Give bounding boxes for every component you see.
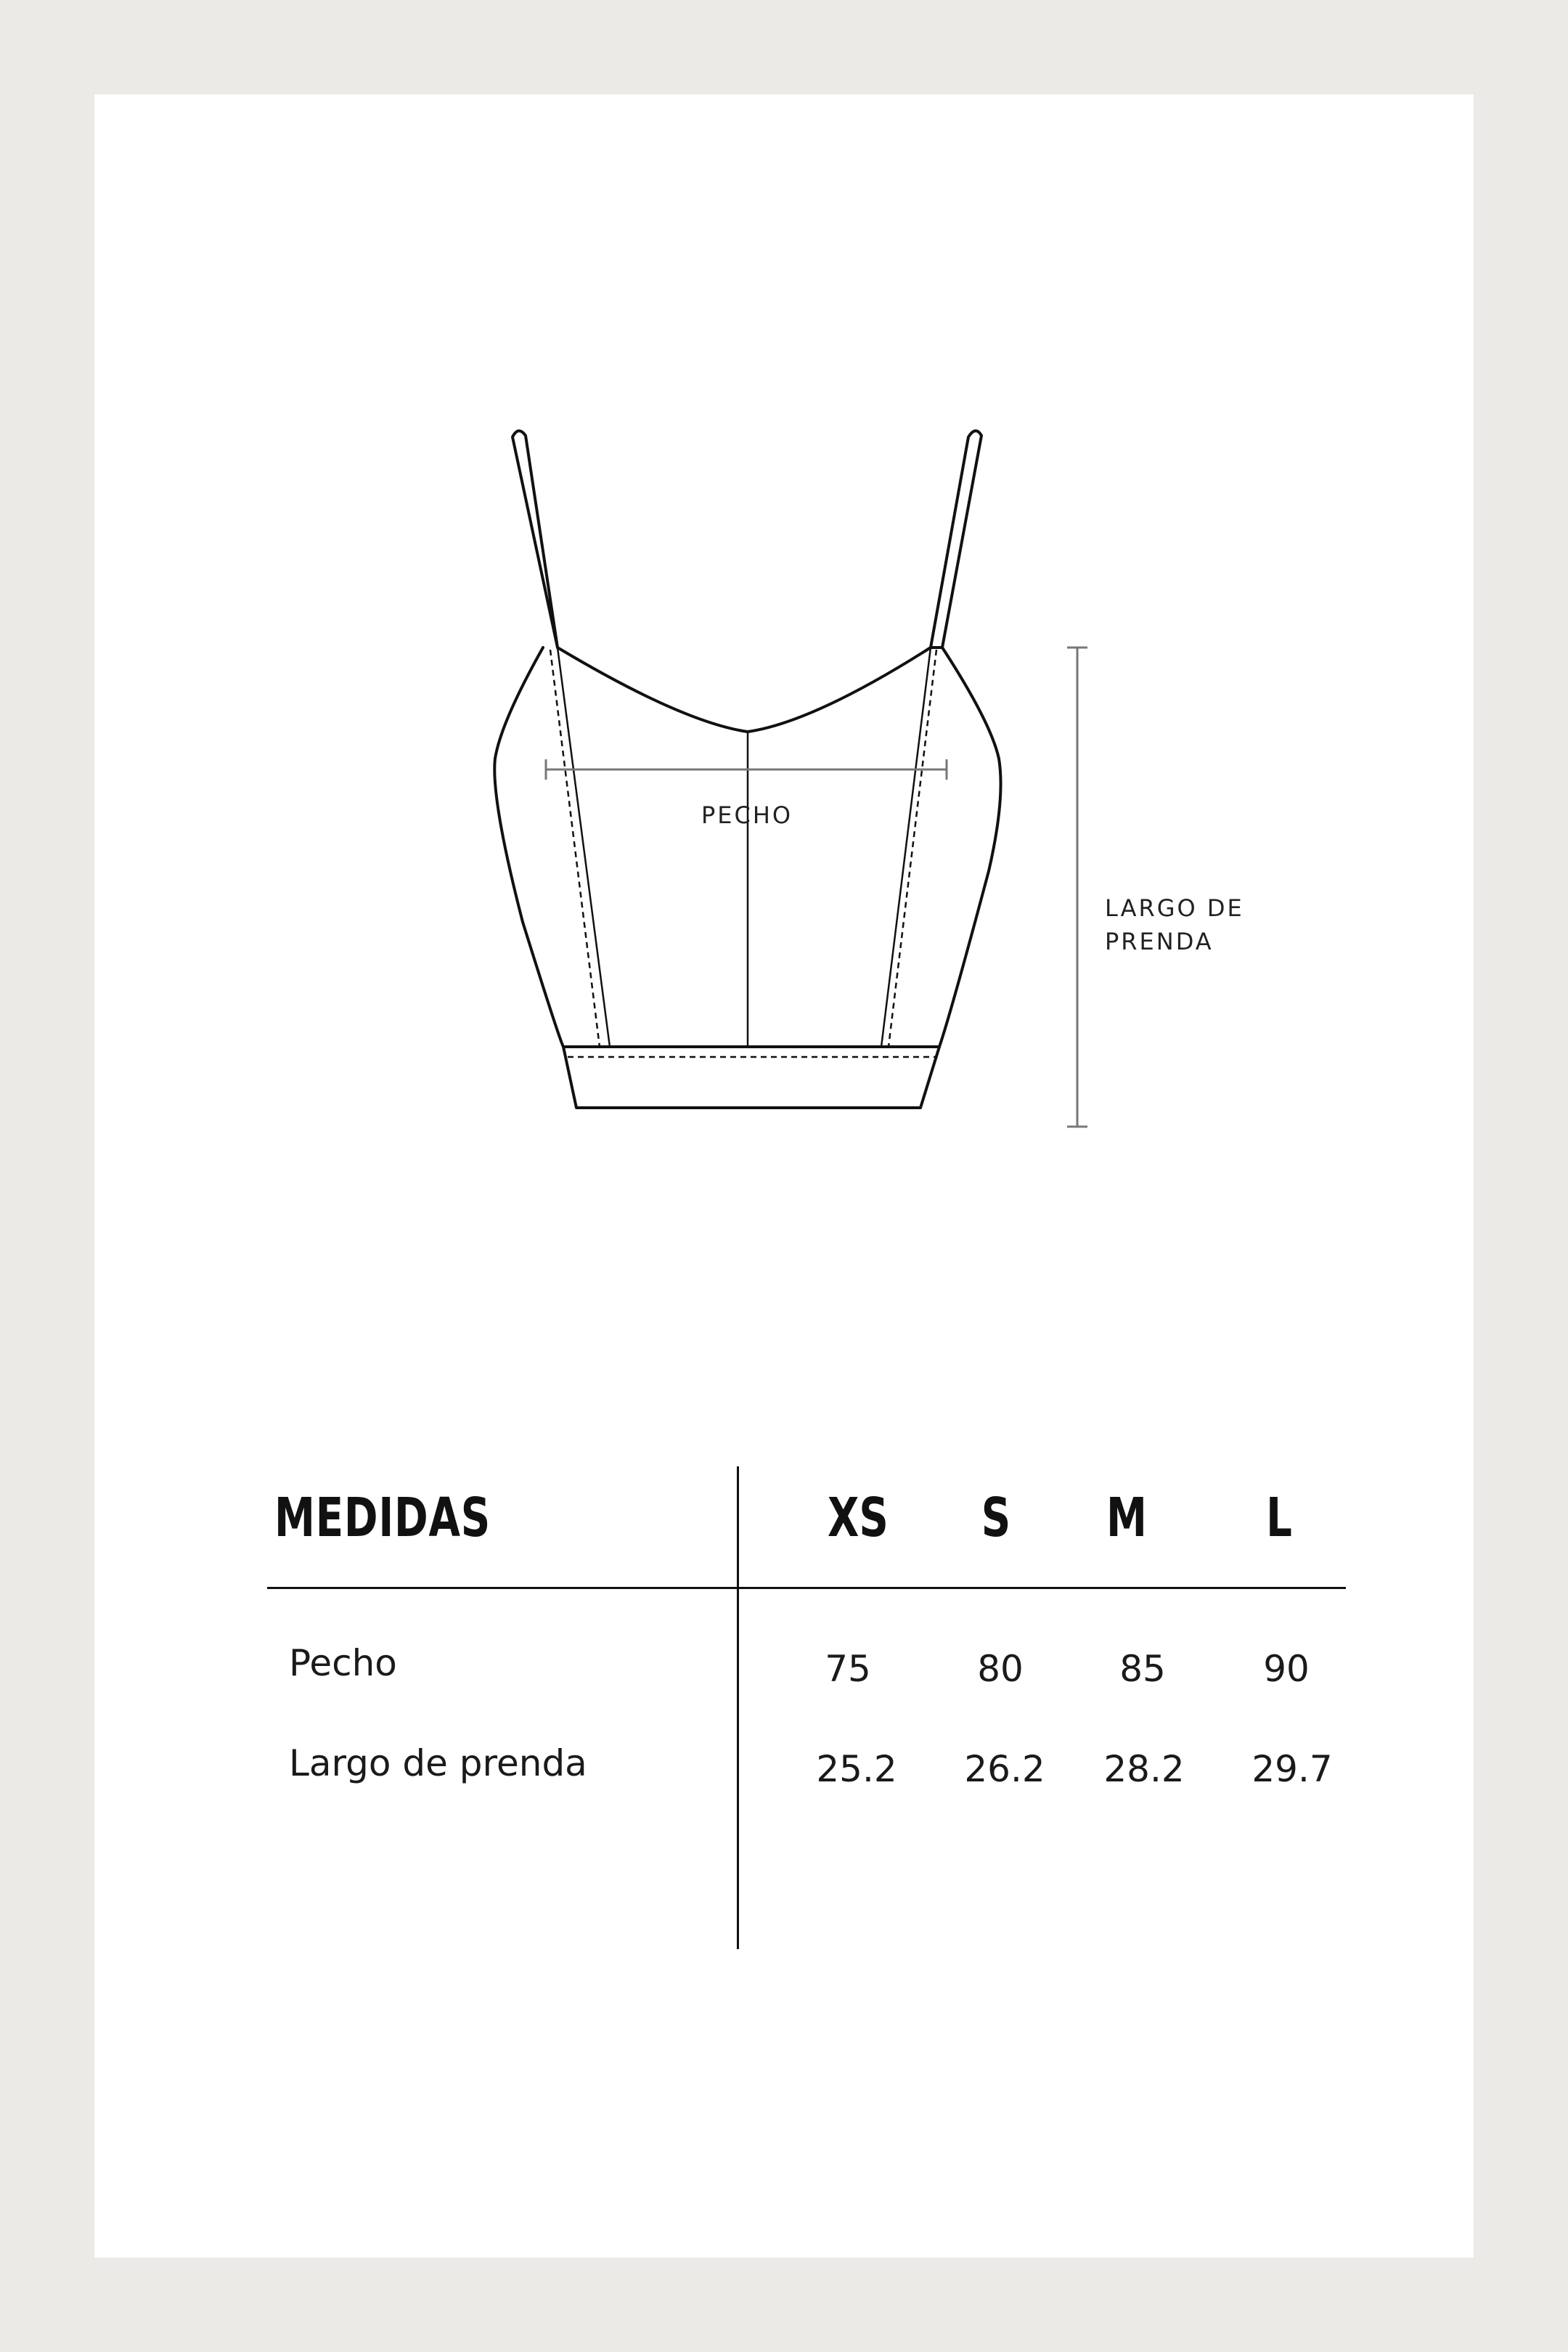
cell-pecho-m: 85 <box>1119 1648 1166 1690</box>
size-header-xs: XS <box>828 1487 889 1549</box>
left-panel-seam <box>558 648 610 1047</box>
size-header-m: M <box>1106 1487 1147 1549</box>
cell-largo-l: 29.7 <box>1251 1748 1333 1790</box>
size-header-l: L <box>1266 1487 1292 1549</box>
size-header-s: S <box>981 1487 1011 1549</box>
cell-pecho-l: 90 <box>1263 1648 1310 1690</box>
right-strap <box>931 430 981 648</box>
cell-pecho-xs: 75 <box>825 1648 871 1690</box>
table-column-divider <box>737 1466 739 1949</box>
cell-largo-xs: 25.2 <box>816 1748 897 1790</box>
left-stitch-line <box>550 650 600 1047</box>
table-header-divider <box>267 1587 1346 1589</box>
chest-label: PECHO <box>701 801 793 829</box>
cell-pecho-s: 80 <box>977 1648 1024 1690</box>
right-stitch-line <box>889 650 936 1047</box>
band-outline <box>563 1047 939 1108</box>
neckline <box>558 648 931 732</box>
table-title: MEDIDAS <box>274 1487 491 1549</box>
left-strap <box>513 430 558 648</box>
length-label: LARGO DE PRENDA <box>1105 894 1244 955</box>
cell-largo-s: 26.2 <box>964 1748 1045 1790</box>
row-label-largo: Largo de prenda <box>289 1742 587 1784</box>
right-panel-seam <box>881 648 931 1047</box>
row-label-pecho: Pecho <box>289 1642 397 1684</box>
cell-largo-m: 28.2 <box>1103 1748 1185 1790</box>
